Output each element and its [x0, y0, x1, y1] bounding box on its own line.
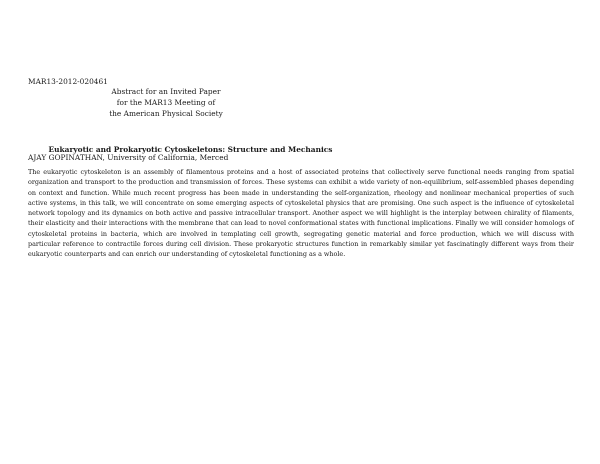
invited-paper-notice — [106, 86, 226, 119]
invited-line-3: the American Physical Society — [109, 109, 223, 118]
author-affiliation: AJAY GOPINATHAN, University of California, Merced — [28, 153, 229, 162]
abstract-id: MAR13-2012-020461 — [28, 77, 108, 86]
abstract-text: The eukaryotic cytoskeleton is an assembly of filamentous proteins and a host of associated proteins that collectively serve functional needs ranging from spatial organization and transport to the production and transmission of forces. These systems can exhibit a wide variety of non-equilibrium, self-assembled phases depending on context and function. While much recent progress has been made in understanding the self-organization, rheology and nonlinear mechanical properties of such active systems, in this talk, we will concentrate on some emerging aspects of cytoskeletal physics that are promising. One such aspect is the influence of cytoskeletal network topology and its dynamics on both active and passive intracellular transport. Another aspect we will highlight is the interplay between chirality of filaments, their elasticity and their interactions with the membrane that can lead to novel conformational states with functional implications. Finally we will consider homologs of cytoskeletal proteins in bacteria, which are involved in templating cell growth, segregating genetic material and force production, which we will discuss with particular reference to contractile forces during cell division. These prokaryotic structures function in remarkably similar yet fascinatingly different ways from their eukaryotic counterparts and can enrich our understanding of cytoskeletal functioning as a whole. — [28, 168, 574, 259]
invited-line-1: Abstract for an Invited Paper — [111, 87, 221, 96]
invited-line-2: for the MAR13 Meeting of — [116, 98, 216, 107]
paper-title: Eukaryotic and Prokaryotic Cytoskeletons: Structure and Mechanics — [48, 145, 333, 154]
